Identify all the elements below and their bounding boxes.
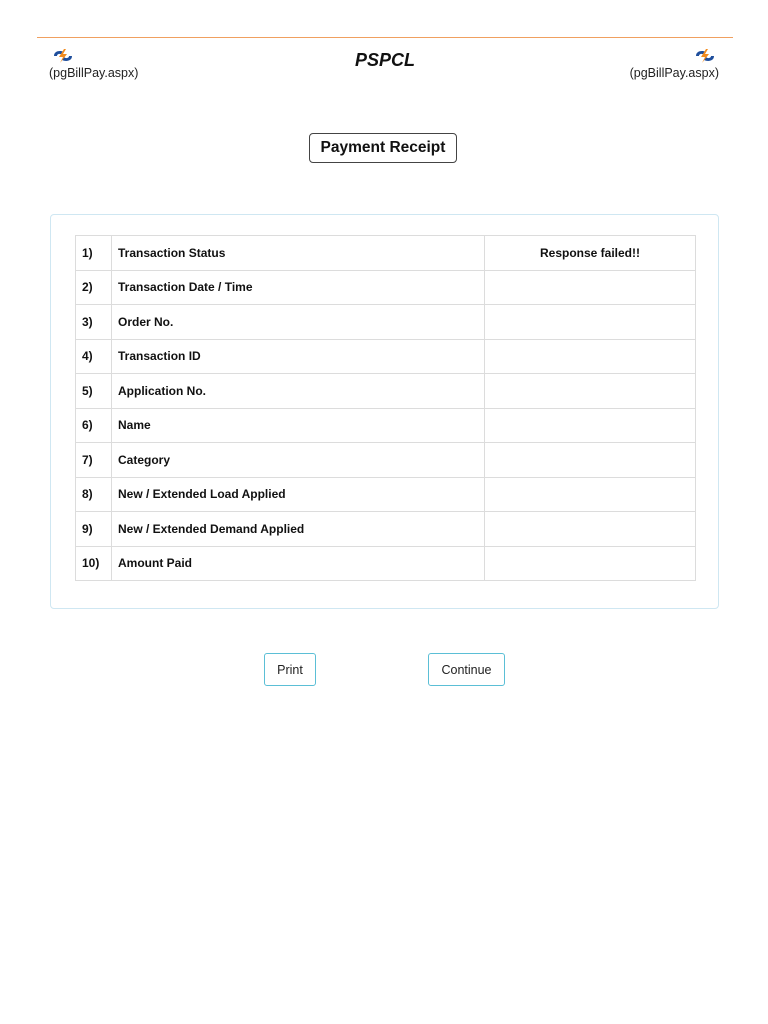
receipt-table [75, 235, 696, 581]
continue-button[interactable]: Continue [428, 653, 505, 686]
row-number: 3) [76, 305, 112, 340]
table-row [76, 477, 696, 512]
row-label: Order No. [112, 305, 485, 340]
row-label: Amount Paid [112, 546, 485, 581]
row-number: 9) [76, 512, 112, 547]
row-label: New / Extended Demand Applied [112, 512, 485, 547]
table-row [76, 236, 696, 271]
row-number: 7) [76, 443, 112, 478]
payment-receipt-title: Payment Receipt [309, 133, 457, 163]
table-row [76, 339, 696, 374]
row-label: Transaction Status [112, 236, 485, 271]
row-value [485, 270, 696, 305]
row-value [485, 477, 696, 512]
receipt-panel [50, 214, 719, 609]
row-value [485, 339, 696, 374]
row-number: 2) [76, 270, 112, 305]
row-value [485, 443, 696, 478]
row-label: Transaction Date / Time [112, 270, 485, 305]
table-row [76, 305, 696, 340]
row-value [485, 305, 696, 340]
row-label: New / Extended Load Applied [112, 477, 485, 512]
table-row [76, 270, 696, 305]
row-value [485, 408, 696, 443]
table-row [76, 512, 696, 547]
table-row [76, 408, 696, 443]
table-row [76, 374, 696, 409]
table-row [76, 443, 696, 478]
page-header [37, 48, 733, 90]
table-row [76, 546, 696, 581]
print-button[interactable]: Print [264, 653, 316, 686]
row-value [485, 546, 696, 581]
row-value: Response failed!! [485, 236, 696, 271]
header-divider [37, 37, 733, 38]
row-number: 5) [76, 374, 112, 409]
pspcl-logo-icon [691, 48, 719, 64]
row-value [485, 512, 696, 547]
row-label: Transaction ID [112, 339, 485, 374]
row-number: 4) [76, 339, 112, 374]
row-label: Category [112, 443, 485, 478]
row-number: 6) [76, 408, 112, 443]
row-number: 8) [76, 477, 112, 512]
row-number: 1) [76, 236, 112, 271]
row-value [485, 374, 696, 409]
row-label: Name [112, 408, 485, 443]
row-number: 10) [76, 546, 112, 581]
right-logo-link[interactable] [630, 48, 719, 80]
row-label: Application No. [112, 374, 485, 409]
right-page-link[interactable]: (pgBillPay.aspx) [629, 66, 719, 80]
left-page-link[interactable]: (pgBillPay.aspx) [49, 66, 139, 80]
site-title: PSPCL [354, 50, 415, 70]
